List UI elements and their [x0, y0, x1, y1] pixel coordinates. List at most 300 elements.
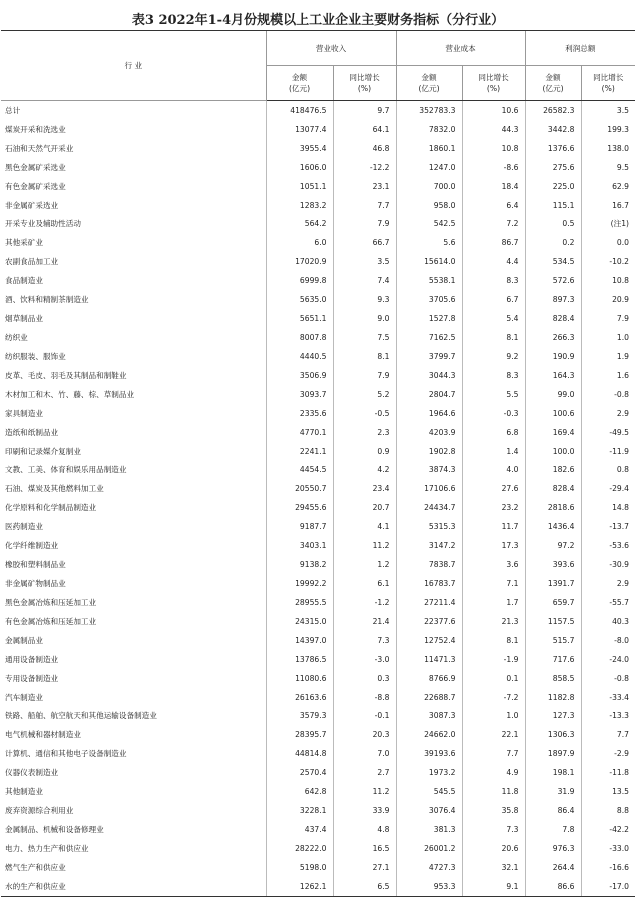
profit-amount-cell: 828.4 — [525, 309, 581, 328]
industry-name-cell: 黑色金属矿采选业 — [5, 162, 66, 172]
cost-growth-cell: -0.3 — [462, 404, 525, 423]
revenue-amount-cell: 4454.5 — [266, 461, 333, 480]
cost-amount-cell: 3799.7 — [396, 347, 462, 366]
industry-name-cell: 造纸和纸制品业 — [5, 427, 59, 437]
revenue-amount-cell: 6999.8 — [266, 271, 333, 290]
revenue-growth-cell: 23.4 — [333, 479, 396, 498]
industry-name-cell: 煤炭开采和洗选业 — [5, 124, 66, 134]
profit-amount-cell: 99.0 — [525, 385, 581, 404]
profit-growth-cell: 7.9 — [581, 309, 635, 328]
cost-amount-cell: 5538.1 — [396, 271, 462, 290]
cost-growth-cell: 7.1 — [462, 574, 525, 593]
revenue-amount-cell: 17020.9 — [266, 252, 333, 271]
table-row — [1, 517, 635, 536]
profit-growth-cell: -10.2 — [581, 252, 635, 271]
profit-growth-cell: 10.8 — [581, 271, 635, 290]
revenue-growth-cell: 4.2 — [333, 461, 396, 480]
cost-amount-cell: 352783.3 — [396, 101, 462, 120]
table-row — [1, 139, 635, 158]
table-row — [1, 347, 635, 366]
cost-amount-cell: 3087.3 — [396, 707, 462, 726]
cost-amount-cell: 4727.3 — [396, 858, 462, 877]
table-row — [1, 744, 635, 763]
cost-amount-cell: 7162.5 — [396, 328, 462, 347]
revenue-growth-cell: 9.0 — [333, 309, 396, 328]
revenue-amount-cell: 2570.4 — [266, 763, 333, 782]
profit-amount-cell: 534.5 — [525, 252, 581, 271]
industry-name-cell: 仪器仪表制造业 — [5, 768, 59, 778]
table-row — [1, 631, 635, 650]
revenue-amount-cell: 4770.1 — [266, 423, 333, 442]
industry-name-cell: 化学原料和化学制品制造业 — [5, 503, 97, 513]
cost-growth-cell: 27.6 — [462, 479, 525, 498]
industry-name-cell: 有色金属矿采选业 — [5, 181, 66, 191]
revenue-growth-cell: -12.2 — [333, 158, 396, 177]
table-body — [1, 101, 635, 897]
revenue-amount-cell: 6.0 — [266, 233, 333, 252]
revenue-growth-cell: 3.5 — [333, 252, 396, 271]
cost-growth-cell: 3.6 — [462, 555, 525, 574]
industry-name-cell: 非金属矿采选业 — [5, 200, 59, 210]
cost-growth-cell: 11.7 — [462, 517, 525, 536]
revenue-amount-cell: 1283.2 — [266, 196, 333, 215]
revenue-amount-cell: 24315.0 — [266, 612, 333, 631]
revenue-growth-cell: 7.9 — [333, 215, 396, 234]
industry-name-cell: 总计 — [5, 105, 21, 115]
revenue-growth-cell: 4.8 — [333, 820, 396, 839]
cost-growth-cell: 0.1 — [462, 669, 525, 688]
profit-growth-cell: -33.0 — [581, 839, 635, 858]
revenue-growth-cell: 33.9 — [333, 801, 396, 820]
table-row — [1, 820, 635, 839]
profit-growth-cell: -2.9 — [581, 744, 635, 763]
cost-amount-cell: 2804.7 — [396, 385, 462, 404]
cost-growth-cell: 8.1 — [462, 631, 525, 650]
revenue-growth-cell: -3.0 — [333, 650, 396, 669]
profit-growth-cell: -24.0 — [581, 650, 635, 669]
profit-amount-cell: 572.6 — [525, 271, 581, 290]
profit-growth-cell: -29.4 — [581, 479, 635, 498]
profit-growth-cell: 16.7 — [581, 196, 635, 215]
cost-amount-cell: 7832.0 — [396, 120, 462, 139]
cost-amount-cell: 3874.3 — [396, 461, 462, 480]
profit-growth-cell: 0.8 — [581, 461, 635, 480]
profit-amount-cell: 7.8 — [525, 820, 581, 839]
cost-amount-cell: 1527.8 — [396, 309, 462, 328]
profit-amount-cell: 1391.7 — [525, 574, 581, 593]
revenue-growth-cell: 21.4 — [333, 612, 396, 631]
cost-amount-cell: 700.0 — [396, 177, 462, 196]
table-row — [1, 574, 635, 593]
cost-growth-cell: 1.7 — [462, 593, 525, 612]
cost-growth-header: 同比增长 (%) — [462, 66, 525, 101]
industry-name-cell: 烟草制品业 — [5, 314, 43, 324]
table-row — [1, 555, 635, 574]
cost-amount-cell: 12752.4 — [396, 631, 462, 650]
revenue-amount-cell: 642.8 — [266, 782, 333, 801]
revenue-growth-cell: -1.2 — [333, 593, 396, 612]
profit-growth-cell: -49.5 — [581, 423, 635, 442]
cost-amount-cell: 24434.7 — [396, 498, 462, 517]
industry-header: 行 业 — [1, 31, 266, 101]
revenue-amount-cell: 14397.0 — [266, 631, 333, 650]
profit-growth-cell: 62.9 — [581, 177, 635, 196]
cost-growth-cell: 7.7 — [462, 744, 525, 763]
revenue-header: 营业收入 — [266, 31, 396, 66]
cost-growth-cell: 4.4 — [462, 252, 525, 271]
cost-growth-cell: 17.3 — [462, 536, 525, 555]
table-row — [1, 801, 635, 820]
cost-growth-cell: 7.2 — [462, 215, 525, 234]
cost-amount-cell: 27211.4 — [396, 593, 462, 612]
revenue-amount-cell: 564.2 — [266, 215, 333, 234]
industry-name-cell: 木材加工和木、竹、藤、棕、草制品业 — [5, 389, 135, 399]
profit-amount-cell: 1376.6 — [525, 139, 581, 158]
revenue-amount-cell: 437.4 — [266, 820, 333, 839]
revenue-amount-cell: 11080.6 — [266, 669, 333, 688]
profit-amount-cell: 393.6 — [525, 555, 581, 574]
cost-growth-cell: 10.6 — [462, 101, 525, 120]
revenue-growth-cell: 5.2 — [333, 385, 396, 404]
revenue-growth-cell: 11.2 — [333, 782, 396, 801]
table-row — [1, 252, 635, 271]
revenue-amount-cell: 26163.6 — [266, 688, 333, 707]
cost-growth-cell: 9.2 — [462, 347, 525, 366]
cost-amount-cell: 26001.2 — [396, 839, 462, 858]
table-row — [1, 479, 635, 498]
table-row — [1, 385, 635, 404]
profit-growth-cell: -55.7 — [581, 593, 635, 612]
industry-name-cell: 食品制造业 — [5, 276, 43, 286]
revenue-amount-cell: 28395.7 — [266, 725, 333, 744]
cost-growth-cell: 8.3 — [462, 271, 525, 290]
profit-amount-cell: 164.3 — [525, 366, 581, 385]
cost-amount-cell: 16783.7 — [396, 574, 462, 593]
revenue-growth-cell: 20.7 — [333, 498, 396, 517]
cost-growth-cell: 86.7 — [462, 233, 525, 252]
revenue-amount-cell: 9138.2 — [266, 555, 333, 574]
industry-name-cell: 纺织服装、服饰业 — [5, 351, 66, 361]
revenue-amount-cell: 1606.0 — [266, 158, 333, 177]
cost-amount-cell: 5.6 — [396, 233, 462, 252]
cost-amount-cell: 3147.2 — [396, 536, 462, 555]
industry-name-cell: 水的生产和供应业 — [1, 877, 266, 896]
industry-name-cell: 电气机械和器材制造业 — [5, 730, 81, 740]
table-row — [1, 271, 635, 290]
table-row — [1, 707, 635, 726]
profit-amount-header: 金额 (亿元) — [525, 66, 581, 101]
table-row — [1, 328, 635, 347]
profit-growth-cell: 1.9 — [581, 347, 635, 366]
cost-amount-cell: 5315.3 — [396, 517, 462, 536]
profit-growth-cell: 2.9 — [581, 404, 635, 423]
industry-name-cell: 金属制品业 — [5, 635, 43, 645]
profit-amount-cell: 169.4 — [525, 423, 581, 442]
revenue-amount-cell: 3955.4 — [266, 139, 333, 158]
profit-amount-cell: 897.3 — [525, 290, 581, 309]
profit-growth-cell: 1.0 — [581, 328, 635, 347]
cost-growth-cell: 4.0 — [462, 461, 525, 480]
industry-name-cell: 黑色金属冶炼和压延加工业 — [5, 597, 97, 607]
revenue-growth-cell: 2.3 — [333, 423, 396, 442]
cost-amount-cell: 545.5 — [396, 782, 462, 801]
cost-growth-cell: 4.9 — [462, 763, 525, 782]
industry-name-cell: 金属制品、机械和设备修理业 — [5, 824, 104, 834]
profit-amount-cell: 182.6 — [525, 461, 581, 480]
cost-growth-cell: 7.3 — [462, 820, 525, 839]
table-row — [1, 498, 635, 517]
revenue-amount-cell: 3228.1 — [266, 801, 333, 820]
profit-amount-cell: 115.1 — [525, 196, 581, 215]
profit-amount-cell: 0.2 — [525, 233, 581, 252]
table-row — [1, 461, 635, 480]
industry-name-cell: 有色金属冶炼和压延加工业 — [5, 616, 97, 626]
table-row — [1, 725, 635, 744]
revenue-growth-cell: -0.1 — [333, 707, 396, 726]
revenue-growth-cell: -8.8 — [333, 688, 396, 707]
profit-amount-cell: 190.9 — [525, 347, 581, 366]
profit-amount-cell: 127.3 — [525, 707, 581, 726]
revenue-growth-cell: 16.5 — [333, 839, 396, 858]
table-row — [1, 858, 635, 877]
table-row — [1, 536, 635, 555]
revenue-amount-cell: 3093.7 — [266, 385, 333, 404]
cost-amount-cell: 11471.3 — [396, 650, 462, 669]
table-row — [1, 404, 635, 423]
table-row — [1, 877, 635, 896]
cost-amount-header: 金额 (亿元) — [396, 66, 462, 101]
revenue-growth-cell: 66.7 — [333, 233, 396, 252]
revenue-amount-cell: 418476.5 — [266, 101, 333, 120]
table-row — [1, 177, 635, 196]
revenue-amount-cell: 28222.0 — [266, 839, 333, 858]
industry-name-cell: 燃气生产和供应业 — [5, 862, 66, 872]
revenue-amount-cell: 28955.5 — [266, 593, 333, 612]
cost-growth-cell: 11.8 — [462, 782, 525, 801]
cost-growth-cell: 6.8 — [462, 423, 525, 442]
cost-growth-cell: 5.4 — [462, 309, 525, 328]
industry-name-cell: 医药制造业 — [5, 522, 43, 532]
profit-growth-cell: 138.0 — [581, 139, 635, 158]
cost-amount-cell: 22688.7 — [396, 688, 462, 707]
revenue-growth-cell: 7.3 — [333, 631, 396, 650]
profit-amount-cell: 2818.6 — [525, 498, 581, 517]
revenue-growth-cell: 64.1 — [333, 120, 396, 139]
table-row — [1, 442, 635, 461]
table-row — [1, 612, 635, 631]
revenue-growth-cell: 9.7 — [333, 101, 396, 120]
revenue-amount-cell: 9187.7 — [266, 517, 333, 536]
revenue-amount-cell: 5635.0 — [266, 290, 333, 309]
cost-growth-cell: 9.1 — [462, 877, 525, 896]
cost-amount-cell: 1247.0 — [396, 158, 462, 177]
industry-name-cell: 酒、饮料和精制茶制造业 — [5, 295, 89, 305]
cost-amount-cell: 953.3 — [396, 877, 462, 896]
profit-amount-cell: 31.9 — [525, 782, 581, 801]
revenue-amount-cell: 4440.5 — [266, 347, 333, 366]
table-row — [1, 233, 635, 252]
table-row — [1, 839, 635, 858]
profit-amount-cell: 225.0 — [525, 177, 581, 196]
industry-name-cell: 化学纤维制造业 — [5, 541, 59, 551]
table-row — [1, 669, 635, 688]
profit-growth-cell: -8.0 — [581, 631, 635, 650]
revenue-growth-cell: 11.2 — [333, 536, 396, 555]
cost-amount-cell: 1902.8 — [396, 442, 462, 461]
profit-growth-cell: 199.3 — [581, 120, 635, 139]
cost-growth-cell: 5.5 — [462, 385, 525, 404]
revenue-growth-cell: 23.1 — [333, 177, 396, 196]
cost-amount-cell: 381.3 — [396, 820, 462, 839]
table-row — [1, 650, 635, 669]
profit-growth-cell: 0.0 — [581, 233, 635, 252]
cost-growth-cell: 44.3 — [462, 120, 525, 139]
revenue-amount-cell: 8007.8 — [266, 328, 333, 347]
revenue-amount-cell: 13786.5 — [266, 650, 333, 669]
industry-name-cell: 通用设备制造业 — [5, 654, 59, 664]
revenue-amount-cell: 2241.1 — [266, 442, 333, 461]
industry-name-cell: 汽车制造业 — [5, 692, 43, 702]
cost-growth-cell: 21.3 — [462, 612, 525, 631]
cost-amount-cell: 7838.7 — [396, 555, 462, 574]
revenue-growth-cell: 0.3 — [333, 669, 396, 688]
profit-amount-cell: 0.5 — [525, 215, 581, 234]
profit-growth-cell: -13.7 — [581, 517, 635, 536]
cost-amount-cell: 4203.9 — [396, 423, 462, 442]
revenue-amount-cell: 3579.3 — [266, 707, 333, 726]
profit-amount-cell: 86.6 — [525, 877, 581, 896]
profit-growth-cell: 1.6 — [581, 366, 635, 385]
revenue-growth-cell: 9.3 — [333, 290, 396, 309]
industry-name-cell: 印刷和记录媒介复制业 — [5, 446, 81, 456]
cost-growth-cell: -7.2 — [462, 688, 525, 707]
industry-name-cell: 非金属矿物制品业 — [5, 579, 66, 588]
table-row — [1, 423, 635, 442]
table-row — [1, 366, 635, 385]
cost-amount-cell: 1860.1 — [396, 139, 462, 158]
profit-amount-cell: 26582.3 — [525, 101, 581, 120]
industry-name-cell: 皮革、毛皮、羽毛及其制品和制鞋业 — [5, 370, 127, 380]
table-row — [1, 782, 635, 801]
profit-growth-cell: -16.6 — [581, 858, 635, 877]
profit-amount-cell: 198.1 — [525, 763, 581, 782]
revenue-growth-cell: 2.7 — [333, 763, 396, 782]
profit-growth-cell: -17.0 — [581, 877, 635, 896]
cost-amount-cell: 15614.0 — [396, 252, 462, 271]
cost-growth-cell: 23.2 — [462, 498, 525, 517]
table-row — [1, 593, 635, 612]
profit-growth-cell: -11.8 — [581, 763, 635, 782]
profit-growth-cell: -13.3 — [581, 707, 635, 726]
cost-amount-cell: 3076.4 — [396, 801, 462, 820]
profit-growth-cell: -11.9 — [581, 442, 635, 461]
financial-indicators-table — [1, 30, 635, 897]
industry-name-cell: 农副食品加工业 — [5, 257, 59, 267]
profit-growth-cell: -0.8 — [581, 385, 635, 404]
cost-amount-cell: 3705.6 — [396, 290, 462, 309]
table-row — [1, 120, 635, 139]
industry-name-cell: 计算机、通信和其他电子设备制造业 — [5, 749, 127, 759]
revenue-amount-cell: 5198.0 — [266, 858, 333, 877]
table-row — [1, 215, 635, 234]
profit-amount-cell: 515.7 — [525, 631, 581, 650]
profit-amount-cell: 858.5 — [525, 669, 581, 688]
revenue-amount-cell: 20550.7 — [266, 479, 333, 498]
profit-growth-cell: 8.8 — [581, 801, 635, 820]
revenue-growth-cell: 6.1 — [333, 574, 396, 593]
cost-growth-cell: 35.8 — [462, 801, 525, 820]
revenue-growth-cell: -0.5 — [333, 404, 396, 423]
table-row — [1, 309, 635, 328]
revenue-growth-cell: 8.1 — [333, 347, 396, 366]
revenue-amount-header: 金额 (亿元) — [266, 66, 333, 101]
profit-growth-cell: 20.9 — [581, 290, 635, 309]
revenue-amount-cell: 13077.4 — [266, 120, 333, 139]
revenue-amount-cell: 5651.1 — [266, 309, 333, 328]
revenue-amount-cell: 3403.1 — [266, 536, 333, 555]
industry-name-cell: 文教、工美、体育和娱乐用品制造业 — [5, 465, 127, 475]
revenue-growth-cell: 0.9 — [333, 442, 396, 461]
revenue-amount-cell: 3506.9 — [266, 366, 333, 385]
cost-growth-cell: 22.1 — [462, 725, 525, 744]
profit-amount-cell: 1157.5 — [525, 612, 581, 631]
profit-amount-cell: 264.4 — [525, 858, 581, 877]
profit-amount-cell: 266.3 — [525, 328, 581, 347]
profit-growth-cell: 2.9 — [581, 574, 635, 593]
profit-amount-cell: 100.6 — [525, 404, 581, 423]
table-title: 表3 2022年1-4月份规模以上工业企业主要财务指标（分行业） — [131, 13, 505, 28]
cost-growth-cell: 10.8 — [462, 139, 525, 158]
revenue-growth-cell: 20.3 — [333, 725, 396, 744]
revenue-amount-cell: 1262.1 — [266, 877, 333, 896]
profit-header: 利润总额 — [525, 31, 635, 66]
profit-growth-cell: 13.5 — [581, 782, 635, 801]
cost-amount-cell: 17106.6 — [396, 479, 462, 498]
table-row — [1, 158, 635, 177]
cost-amount-cell: 1964.6 — [396, 404, 462, 423]
cost-growth-cell: 20.6 — [462, 839, 525, 858]
profit-growth-cell: -0.8 — [581, 669, 635, 688]
profit-amount-cell: 1182.8 — [525, 688, 581, 707]
table-row — [1, 196, 635, 215]
industry-name-cell: 纺织业 — [5, 333, 28, 343]
cost-amount-cell: 958.0 — [396, 196, 462, 215]
cost-amount-cell: 542.5 — [396, 215, 462, 234]
profit-amount-cell: 659.7 — [525, 593, 581, 612]
revenue-growth-cell: 7.0 — [333, 744, 396, 763]
cost-growth-cell: 18.4 — [462, 177, 525, 196]
profit-amount-cell: 97.2 — [525, 536, 581, 555]
industry-name-cell: 其他采矿业 — [5, 238, 43, 248]
cost-growth-cell: 32.1 — [462, 858, 525, 877]
profit-growth-cell: -33.4 — [581, 688, 635, 707]
profit-amount-cell: 828.4 — [525, 479, 581, 498]
cost-amount-cell: 22377.6 — [396, 612, 462, 631]
industry-name-cell: 开采专业及辅助性活动 — [5, 219, 81, 229]
profit-growth-cell: 3.5 — [581, 101, 635, 120]
revenue-growth-header: 同比增长 (%) — [333, 66, 396, 101]
profit-amount-cell: 86.4 — [525, 801, 581, 820]
cost-header: 营业成本 — [396, 31, 525, 66]
industry-name-cell: 石油、煤炭及其他燃料加工业 — [5, 484, 104, 494]
industry-name-cell: 其他制造业 — [5, 787, 43, 797]
profit-growth-header: 同比增长 (%) — [581, 66, 635, 101]
profit-growth-cell: 7.7 — [581, 725, 635, 744]
cost-amount-cell: 24662.0 — [396, 725, 462, 744]
cost-growth-cell: -8.6 — [462, 158, 525, 177]
industry-name-cell: 石油和天然气开采业 — [5, 143, 74, 153]
cost-growth-cell: 8.1 — [462, 328, 525, 347]
